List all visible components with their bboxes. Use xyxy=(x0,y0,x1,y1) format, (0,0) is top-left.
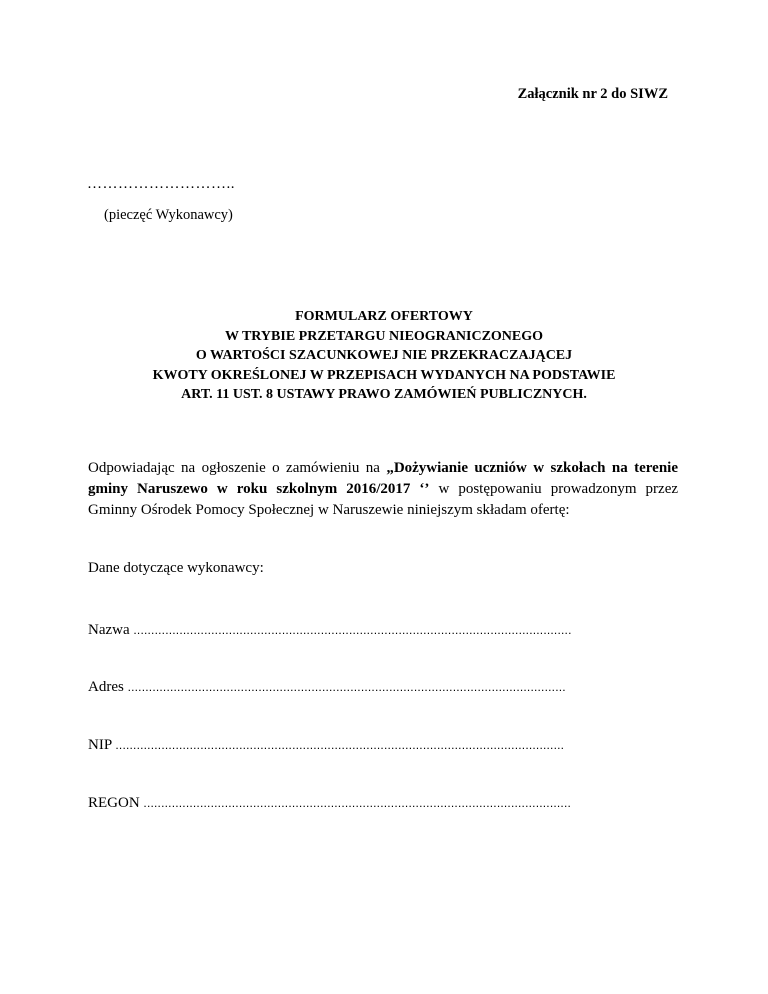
contractor-address-field[interactable] xyxy=(88,679,566,696)
title-line-5: ART. 11 UST. 8 USTAWY PRAWO ZAMÓWIEŃ PUBLICZNYCH. xyxy=(181,387,587,402)
contractor-name-field[interactable] xyxy=(88,622,572,639)
attachment-label: Załącznik nr 2 do SIWZ xyxy=(517,86,668,102)
contractor-nip-field[interactable] xyxy=(88,737,564,754)
order-name-part2: gminy Naruszewo w roku szkolnym 2016/2017 ‘’ xyxy=(88,481,430,497)
intro-prefix: Odpowiadając na ogłoszenie o zamówieniu na xyxy=(88,460,380,476)
field-dotted-line: ............................................................................................................................... xyxy=(115,738,565,752)
intro-line-2 xyxy=(88,479,678,500)
field-dotted-line: ......................................................................................................................... xyxy=(143,796,572,810)
title-line-1: FORMULARZ OFERTOWY xyxy=(295,309,473,324)
field-label: Nazwa xyxy=(88,622,130,638)
intro-middle: w postępowaniu prowadzonym przez xyxy=(438,481,679,497)
field-label: NIP xyxy=(88,737,112,753)
field-dotted-line: ............................................................................................................................ xyxy=(133,623,572,637)
field-label: REGON xyxy=(88,795,140,811)
intro-paragraph xyxy=(88,458,678,521)
seal-dotted-line: ……………………….. xyxy=(87,176,235,192)
seal-caption: (pieczęć Wykonawcy) xyxy=(104,207,233,223)
field-dotted-line: ............................................................................................................................ xyxy=(127,680,566,694)
form-title xyxy=(0,307,768,405)
contractor-regon-field[interactable] xyxy=(88,795,571,812)
title-line-4: KWOTY OKREŚLONEJ W PRZEPISACH WYDANYCH NA PODSTAWIE xyxy=(152,367,616,383)
order-name-part1: „Dożywianie uczniów w szkołach na terenie xyxy=(386,460,679,476)
field-label: Adres xyxy=(88,679,124,695)
intro-suffix: Gminny Ośrodek Pomocy Społecznej w Naruszewie niniejszym składam ofertę: xyxy=(88,502,570,518)
title-line-3: O WARTOŚCI SZACUNKOWEJ NIE PRZEKRACZAJĄCEJ xyxy=(195,348,573,363)
title-line-2: W TRYBIE PRZETARGU NIEOGRANICZONEGO xyxy=(224,328,544,344)
contractor-heading: Dane dotyczące wykonawcy: xyxy=(88,560,264,576)
intro-line-1 xyxy=(88,458,678,479)
